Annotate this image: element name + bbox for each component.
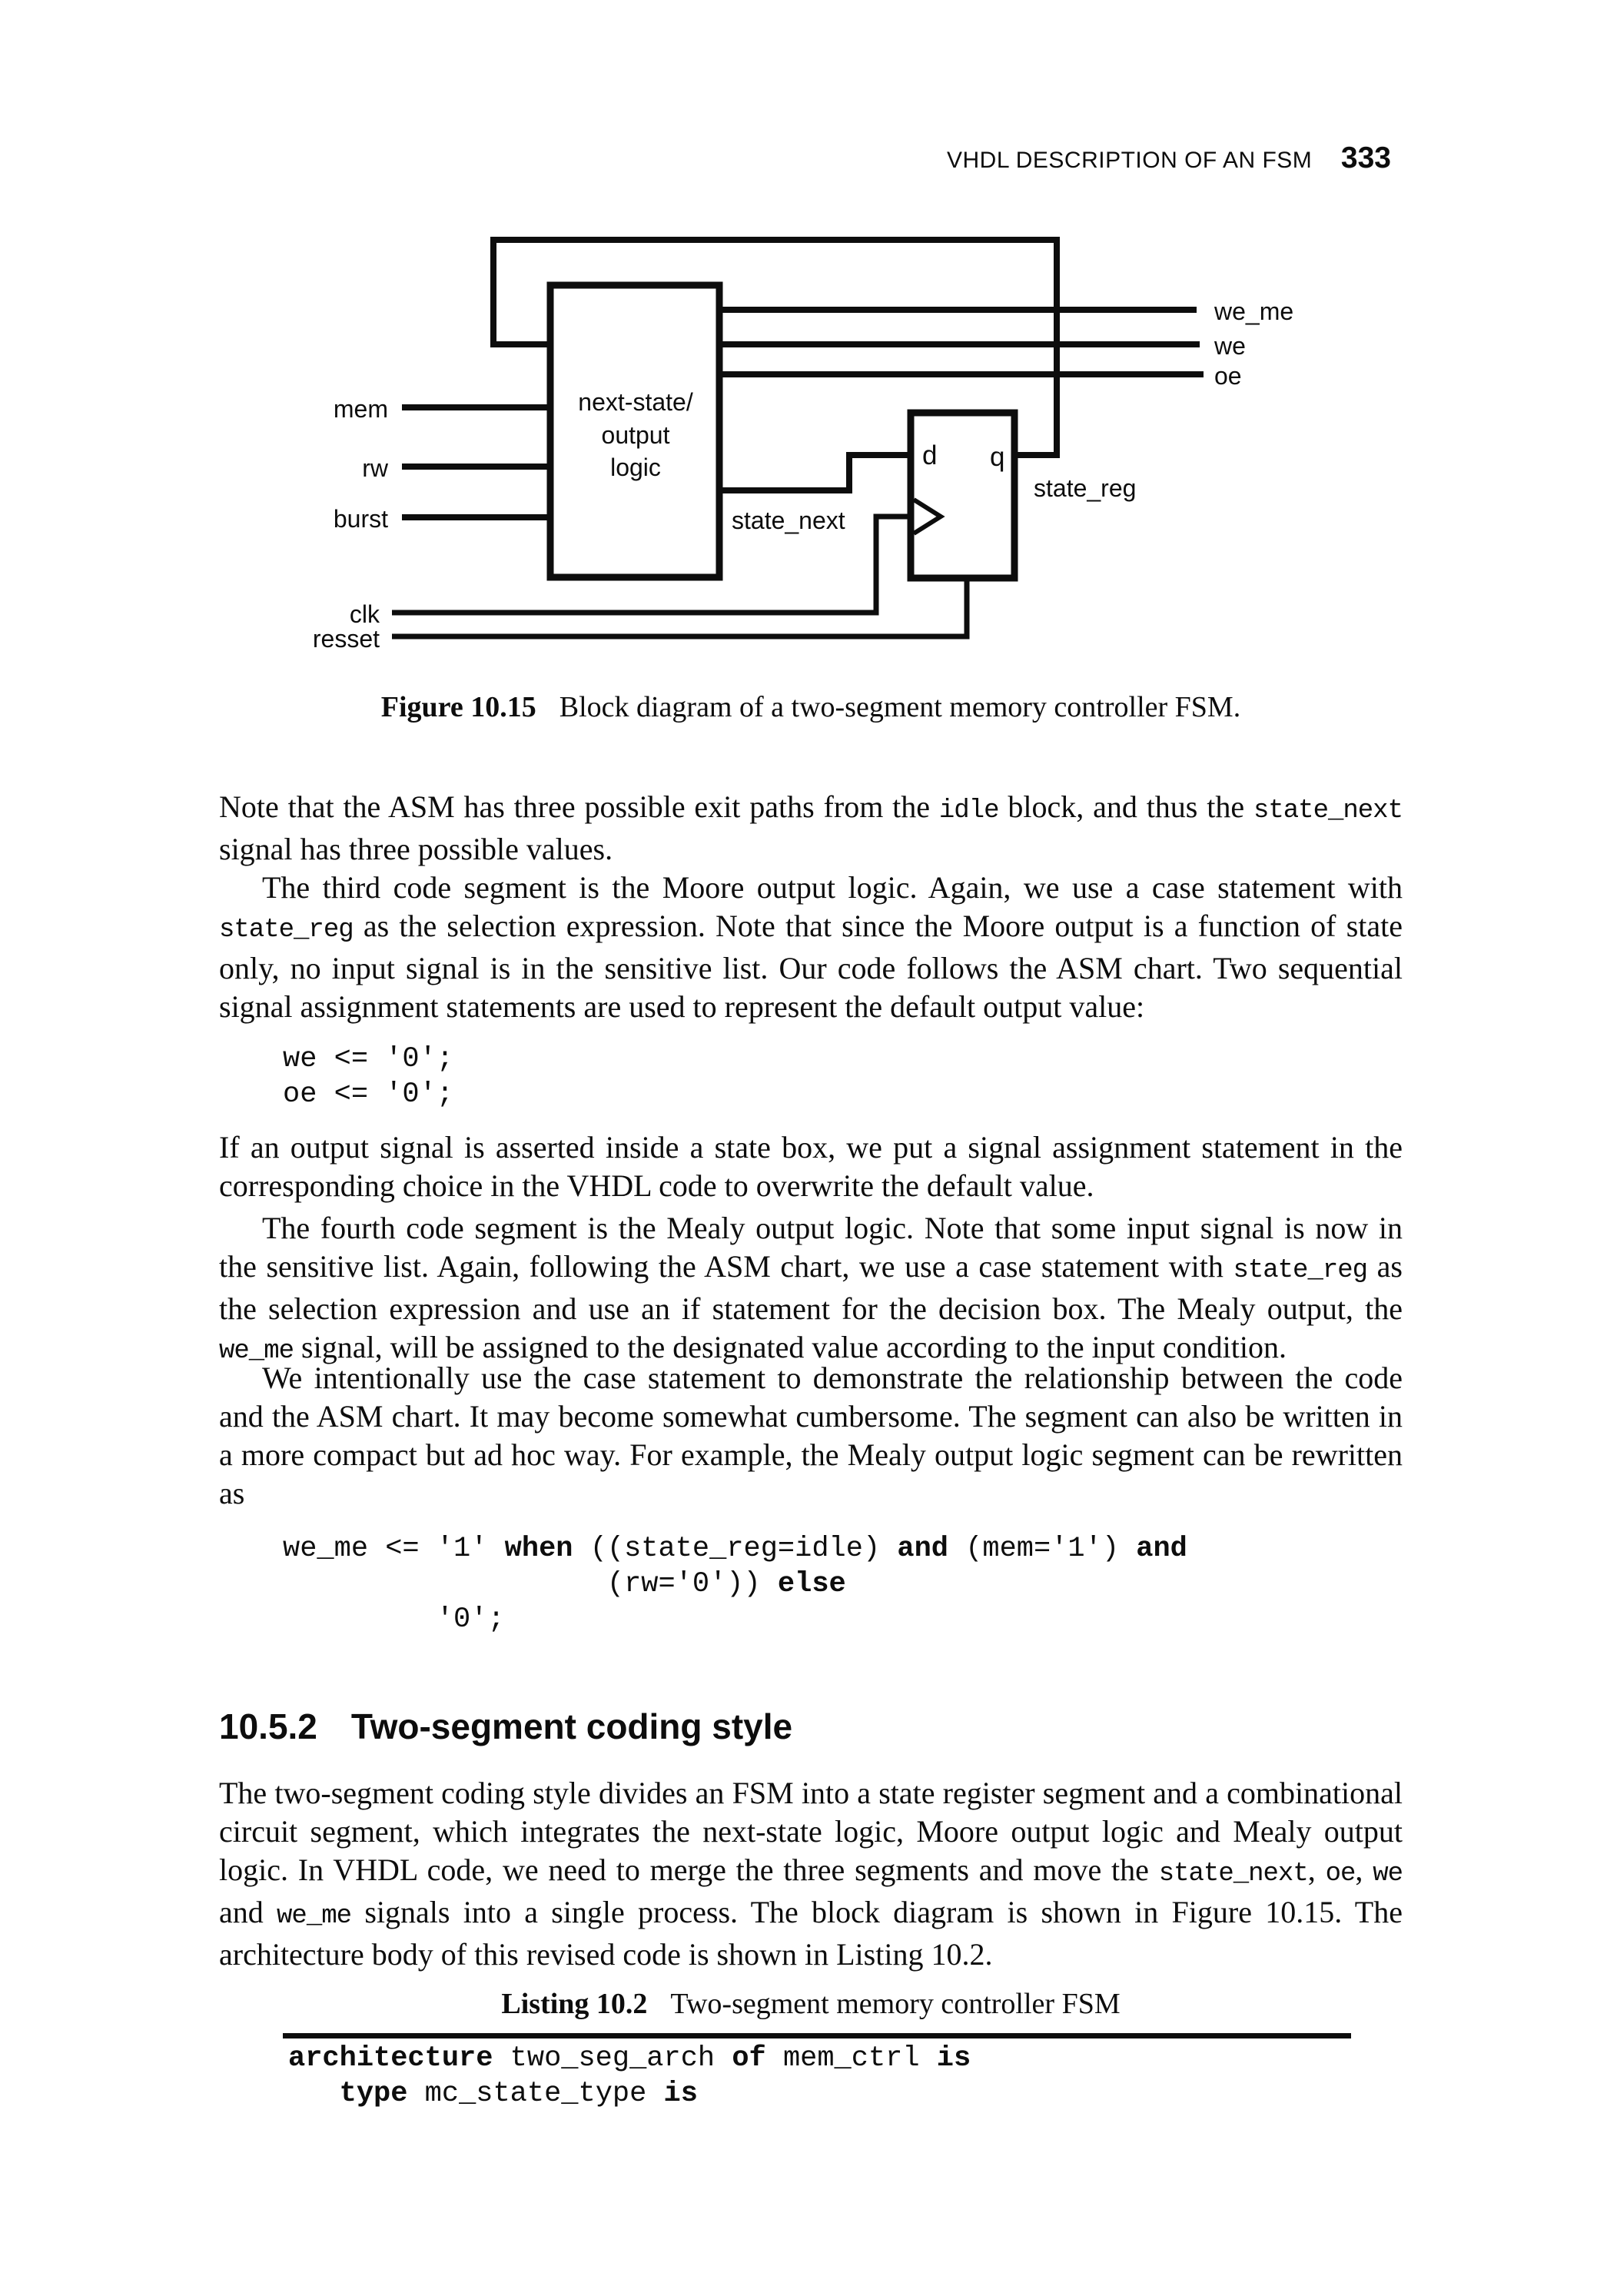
code-line <box>283 1602 1187 1637</box>
logic-box-label-line1: next-state/ <box>578 388 693 416</box>
label-state-next: state_next <box>732 507 845 534</box>
code-line: we <= '0'; <box>283 1043 454 1075</box>
code-line <box>288 2041 971 2076</box>
dff-box <box>911 413 1014 578</box>
keyword: and <box>1136 1533 1187 1565</box>
logic-box-label-line2: output <box>601 421 670 449</box>
text-run: If an output signal is asserted inside a state box, we put a signal assignment statement in the corresponding choice in the VHDL code to overwrite the default value. <box>219 1130 1403 1203</box>
text-run: (mem='1') <box>948 1533 1137 1565</box>
inline-code: oe <box>1325 1859 1356 1889</box>
inline-code: state_next <box>1158 1859 1308 1889</box>
clock-edge-triangle-icon <box>914 500 941 533</box>
text-run: Note that the ASM has three possible exit paths from the <box>219 789 939 824</box>
paragraph-case-statement <box>219 1359 1403 1513</box>
keyword: of <box>732 2042 766 2075</box>
text-run: The third code segment is the Moore output logic. Again, we use a case statement with <box>262 870 1403 905</box>
text-run: we_me <= '1' <box>283 1533 505 1565</box>
paragraph-third-segment <box>219 869 1403 1026</box>
label-rw: rw <box>362 454 388 482</box>
paragraph-fourth-segment <box>219 1209 1403 1371</box>
page-number: 333 <box>1340 141 1391 174</box>
text-run: (rw='0')) <box>283 1568 778 1600</box>
text-run: ((state_reg=idle) <box>573 1533 898 1565</box>
text-run: signal, will be assigned to the designated value according to the input condition. <box>294 1330 1287 1364</box>
dff-d-label: d <box>922 440 938 470</box>
keyword: and <box>897 1533 948 1565</box>
text-run: , <box>1307 1852 1326 1887</box>
paragraph-two-segment-style <box>219 1774 1403 1974</box>
text-run: '0'; <box>283 1603 505 1636</box>
text-run: mem_ctrl <box>765 2042 937 2075</box>
inline-code: idle <box>938 796 999 826</box>
text-run: We intentionally use the case statement to demonstrate the relationship between the code and the ASM chart. It may become somewhat cumbersome. The segment can also be written in a more compact but ad hoc way. For example, the Mealy output logic segment can be rewritten as <box>219 1361 1403 1510</box>
label-we-me: we_me <box>1214 297 1294 325</box>
code-line <box>288 2076 971 2112</box>
keyword: else <box>777 1568 846 1600</box>
section-number: 10.5.2 <box>219 1706 317 1746</box>
text-run: mc_state_type <box>407 2078 664 2110</box>
keyword: when <box>504 1533 573 1565</box>
code-line <box>283 1531 1187 1567</box>
code-default-outputs <box>283 1042 453 1112</box>
listing-rule <box>283 2033 1351 2038</box>
text-run: as the selection expression. Note that since the Moore output is a function of state only, no input signal is in the sensitive list. Our code follows the ASM chart. Two sequential signal assignment statements are used to represent the default output value: <box>219 909 1403 1024</box>
dff-q-label: q <box>990 442 1005 472</box>
keyword: is <box>936 2042 971 2075</box>
keyword: architecture <box>288 2042 493 2075</box>
running-header <box>947 141 1391 175</box>
wire-state-next <box>719 455 908 490</box>
code-listing-architecture <box>288 2041 971 2112</box>
text-run: The fourth code segment is the Mealy output logic. Note that some input signal is now in the sensitive list. Again, following the ASM chart, we use a case statement with <box>219 1211 1403 1284</box>
label-reset: resset <box>312 625 380 653</box>
text-run: signal has three possible values. <box>219 832 613 866</box>
code-line <box>283 1567 1187 1602</box>
figure-caption <box>219 690 1403 724</box>
label-oe: oe <box>1214 362 1242 390</box>
label-mem: mem <box>333 395 388 423</box>
inline-code: we <box>1373 1859 1403 1889</box>
text-run: two_seg_arch <box>493 2042 732 2075</box>
text-run: as the selection expression and use an if statement for the decision box. The Mealy output, the <box>219 1249 1403 1326</box>
running-header-title: VHDL DESCRIPTION OF AN FSM <box>947 148 1313 173</box>
label-burst: burst <box>333 505 388 533</box>
label-we: we <box>1214 332 1246 360</box>
listing-caption-text: Two-segment memory controller FSM <box>670 1988 1121 2020</box>
text-run: block, and thus the <box>998 789 1253 824</box>
section-title: Two-segment coding style <box>350 1706 793 1746</box>
inline-code: we_me <box>277 1902 352 1931</box>
label-state-reg: state_reg <box>1034 474 1137 502</box>
figure-caption-text: Block diagram of a two-segment memory controller FSM. <box>559 691 1241 723</box>
inline-code: we_me <box>219 1337 294 1366</box>
keyword: type <box>339 2078 408 2110</box>
listing-caption-label: Listing 10.2 <box>501 1988 648 2020</box>
paragraph-output-asserted <box>219 1128 1403 1205</box>
section-heading <box>219 1706 792 1747</box>
code-line: oe <= '0'; <box>283 1078 454 1111</box>
inline-code: state_reg <box>219 915 354 945</box>
wire-reset <box>392 578 967 636</box>
listing-caption <box>219 1987 1403 2021</box>
fsm-block-diagram <box>254 206 1360 706</box>
figure-caption-label: Figure 10.15 <box>380 691 536 723</box>
inline-code: state_next <box>1253 796 1403 826</box>
text-run: The two-segment coding style divides an FSM into a state register segment and a combinational circuit segment, which integrates the next-state logic, Moore output logic and Mealy output logic. In VHDL code, we need to merge the three segments and move the <box>219 1776 1403 1887</box>
code-mealy-rewrite <box>283 1531 1187 1637</box>
logic-box-label-line3: logic <box>610 454 661 481</box>
paragraph-note-asm <box>219 788 1403 869</box>
label-clk: clk <box>349 600 380 628</box>
keyword: is <box>663 2078 698 2110</box>
inline-code: state_reg <box>1233 1256 1368 1285</box>
text-run <box>288 2078 340 2110</box>
text-run: , <box>1355 1852 1373 1887</box>
text-run: signals into a single process. The block diagram is shown in Figure 10.15. The architecture body of this revised code is shown in Listing 10.2. <box>219 1895 1403 1972</box>
text-run: and <box>219 1895 277 1929</box>
